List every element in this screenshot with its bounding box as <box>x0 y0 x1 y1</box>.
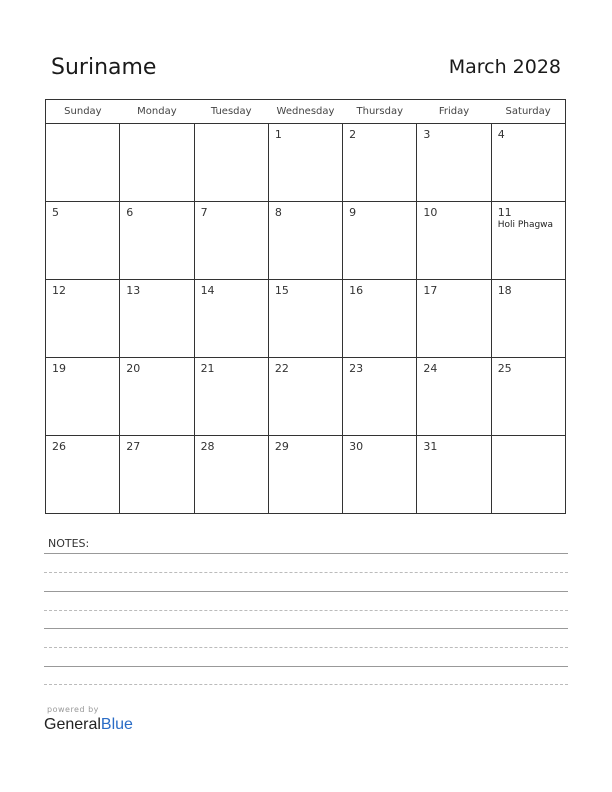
day-cell[interactable] <box>120 358 194 436</box>
powered-by-text: powered by <box>47 705 99 714</box>
day-cell[interactable] <box>120 436 194 514</box>
day-number: 22 <box>274 362 289 375</box>
day-cell[interactable] <box>417 436 491 514</box>
day-cell[interactable] <box>268 202 342 280</box>
week-row <box>46 436 566 514</box>
day-cell[interactable] <box>268 124 342 202</box>
day-cell[interactable] <box>194 124 268 202</box>
day-number: 31 <box>423 440 438 453</box>
weekday-header: Monday <box>120 100 194 124</box>
day-cell[interactable] <box>46 280 120 358</box>
day-cell[interactable] <box>343 202 417 280</box>
day-number: 30 <box>349 440 364 453</box>
day-cell[interactable] <box>491 280 565 358</box>
weekday-header-row <box>46 100 566 124</box>
day-number: 21 <box>200 362 215 375</box>
day-number: 27 <box>126 440 141 453</box>
day-number: 25 <box>497 362 512 375</box>
day-cell[interactable] <box>268 280 342 358</box>
week-row <box>46 280 566 358</box>
day-cell[interactable] <box>120 202 194 280</box>
holiday-label: Holi Phagwa <box>497 220 554 230</box>
note-line <box>44 684 568 685</box>
day-number: 26 <box>52 440 66 453</box>
day-number: 19 <box>52 362 66 375</box>
week-row <box>46 358 566 436</box>
day-number: 24 <box>423 362 438 375</box>
note-line <box>44 591 568 592</box>
day-number: 6 <box>126 206 134 219</box>
day-cell[interactable] <box>417 202 491 280</box>
note-line <box>44 628 568 629</box>
notes-label: NOTES: <box>48 537 90 550</box>
day-cell[interactable] <box>46 358 120 436</box>
day-number: 28 <box>200 440 215 453</box>
calendar-grid <box>45 99 566 514</box>
day-number: 15 <box>274 284 289 297</box>
day-cell[interactable] <box>268 358 342 436</box>
day-number: 1 <box>274 128 282 141</box>
day-number: 17 <box>423 284 438 297</box>
day-cell[interactable] <box>194 280 268 358</box>
day-number: 13 <box>126 284 141 297</box>
day-cell[interactable] <box>46 436 120 514</box>
day-number: 29 <box>274 440 289 453</box>
brand-blue: Blue <box>100 716 133 733</box>
day-cell[interactable] <box>194 202 268 280</box>
day-number: 12 <box>52 284 66 297</box>
weekday-header: Sunday <box>46 100 120 124</box>
note-line <box>44 647 568 648</box>
day-number: 7 <box>200 206 208 219</box>
day-number: 3 <box>423 128 431 141</box>
month-title: March 2028 <box>448 56 561 78</box>
week-row <box>46 202 566 280</box>
brand-logo <box>44 716 133 734</box>
note-line <box>44 666 568 667</box>
day-cell[interactable] <box>343 280 417 358</box>
note-line <box>44 572 568 573</box>
day-number: 20 <box>126 362 141 375</box>
note-line <box>44 610 568 611</box>
weekday-header: Thursday <box>343 100 417 124</box>
day-cell[interactable] <box>417 358 491 436</box>
day-number: 18 <box>497 284 512 297</box>
day-cell[interactable] <box>268 436 342 514</box>
day-cell[interactable] <box>120 280 194 358</box>
day-number: 23 <box>349 362 364 375</box>
note-line <box>44 553 568 554</box>
weekday-header: Friday <box>417 100 491 124</box>
day-number: 8 <box>274 206 282 219</box>
day-cell[interactable] <box>343 436 417 514</box>
weekday-header: Saturday <box>491 100 565 124</box>
day-number: 5 <box>52 206 59 219</box>
weekday-header: Wednesday <box>268 100 342 124</box>
day-cell[interactable] <box>194 358 268 436</box>
day-cell[interactable] <box>417 124 491 202</box>
day-cell[interactable] <box>120 124 194 202</box>
day-cell[interactable] <box>343 124 417 202</box>
day-cell[interactable] <box>491 124 565 202</box>
day-cell[interactable] <box>417 280 491 358</box>
day-number: 4 <box>497 128 505 141</box>
day-number: 16 <box>349 284 364 297</box>
day-number: 2 <box>349 128 357 141</box>
day-cell[interactable] <box>194 436 268 514</box>
day-number: 9 <box>349 206 357 219</box>
country-title: Suriname <box>51 55 157 80</box>
brand-general: General <box>44 716 101 733</box>
day-cell[interactable] <box>46 202 120 280</box>
day-cell[interactable] <box>491 358 565 436</box>
day-number: 14 <box>200 284 215 297</box>
day-number: 11 <box>497 206 512 219</box>
day-cell[interactable] <box>343 358 417 436</box>
day-cell[interactable] <box>491 436 565 514</box>
week-row <box>46 124 566 202</box>
weekday-header: Tuesday <box>194 100 268 124</box>
day-cell[interactable] <box>46 124 120 202</box>
day-cell[interactable] <box>491 202 565 280</box>
day-number: 10 <box>423 206 438 219</box>
